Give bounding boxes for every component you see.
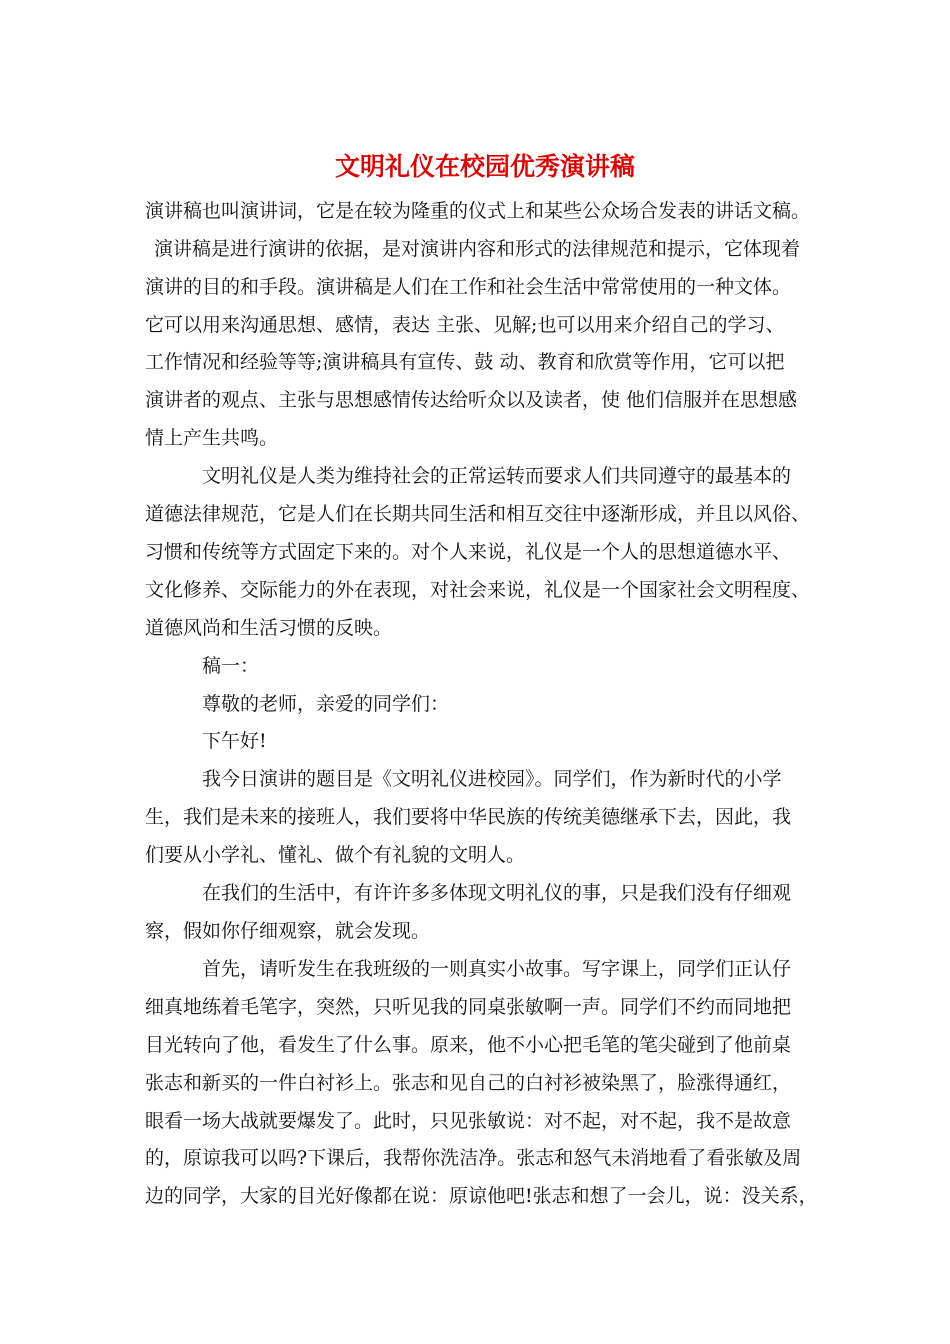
text-line: 目光转向了他，看发生了什么事。原来，他不小心把毛笔的笔尖碰到了他前桌 [145,1034,792,1056]
text-line: 生，我们是未来的接班人，我们要将中华民族的传统美德继承下去，因此，我 [145,806,792,828]
text-line: 道德法律规范，它是人们在长期共同生活和相互交往中逐渐形成，并且以风俗、 [145,503,811,525]
text-line: 演讲稿是进行演讲的依据，是对演讲内容和形式的法律规范和提示，它体现着 [154,238,801,260]
text-line: 情上产生共鸣。 [145,427,279,449]
text-line: 尊敬的老师，亲爱的同学们： [202,693,450,715]
text-line: 在我们的生活中，有许许多多体现文明礼仪的事，只是我们没有仔细观 [202,882,792,904]
text-line: 们要从小学礼、懂礼、做个有礼貌的文明人。 [145,844,526,866]
text-line: 工作情况和经验等等;演讲稿具有宣传、鼓 动、教育和欣赏等作用，它可以把 [145,351,785,373]
text-line: 文明礼仪是人类为维持社会的正常运转而要求人们共同遵守的最基本的 [202,465,792,487]
text-line: 眼看一场大战就要爆发了。此时，只见张敏说：对不起，对不起，我不是故意 [145,1110,792,1132]
text-line: 边的同学，大家的目光好像都在说：原谅他吧!张志和想了一会儿，说：没关系， [145,1185,818,1207]
text-line: 文化修养、交际能力的外在表现，对社会来说，礼仪是一个国家社会文明程度、 [145,579,811,601]
text-line: 下午好! [202,730,267,752]
text-line: 察，假如你仔细观察，就会发现。 [145,920,431,942]
text-line: 习惯和传统等方式固定下来的。对个人来说，礼仪是一个人的思想道德水平、 [145,541,792,563]
text-line: 演讲稿也叫演讲词，它是在较为隆重的仪式上和某些公众场合发表的讲话文稿。 [145,200,811,222]
text-line: 它可以用来沟通思想、感情，表达 主张、见解;也可以用来介绍自己的学习、 [145,314,785,336]
text-line: 我今日演讲的题目是《文明礼仪进校园》。同学们，作为新时代的小学 [202,768,782,790]
text-line: 细真地练着毛笔字，突然，只听见我的同桌张敏啊一声。同学们不约而同地把 [145,996,792,1018]
text-line: 首先，请听发生在我班级的一则真实小故事。写字课上，同学们正认仔 [202,958,792,980]
document-page [145,0,825,1344]
text-line: 演讲的目的和手段。演讲稿是人们在工作和社会生活中常常使用的一种文体。 [145,276,792,298]
text-line: 稿一： [202,655,260,677]
text-line: 道德风尚和生活习惯的反映。 [145,617,393,639]
text-line: 演讲者的观点、主张与思想感情传达给听众以及读者，使 他们信服并在思想感 [145,389,798,411]
text-line: 张志和新买的一件白衬衫上。张志和见自己的白衬衫被染黑了，脸涨得通红， [145,1072,792,1094]
text-line: 的，原谅我可以吗?下课后，我帮你洗洁净。张志和怒气未消地看了看张敏及周 [145,1147,802,1169]
document-title: 文明礼仪在校园优秀演讲稿 [334,152,635,181]
